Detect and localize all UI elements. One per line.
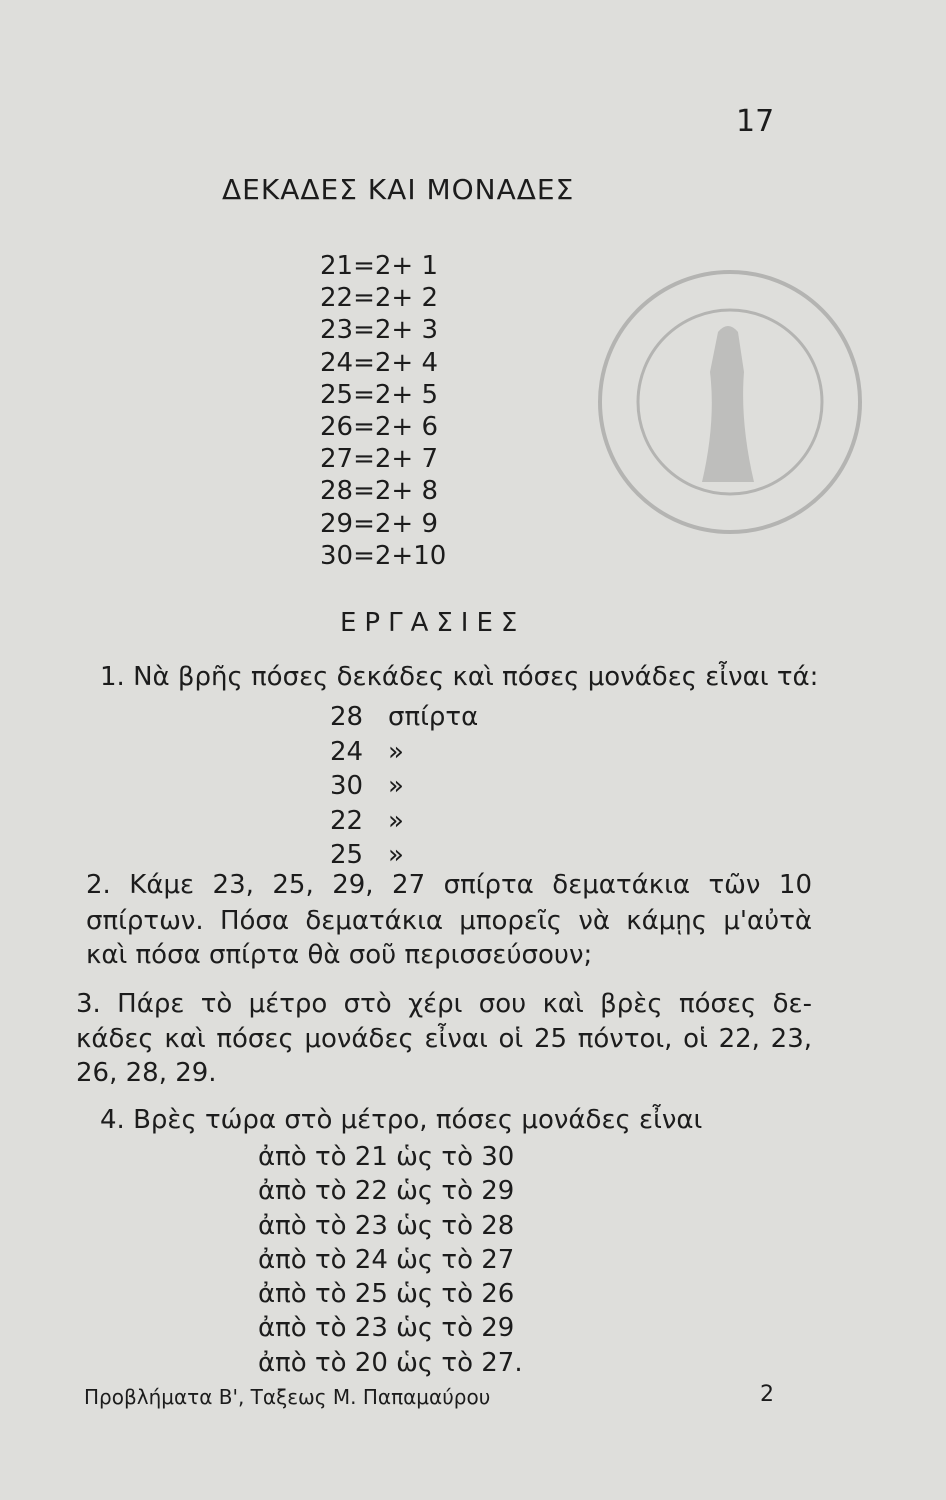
item-qty: 22 xyxy=(330,805,364,836)
equation-line: 23=2+ 3 xyxy=(320,315,439,346)
equation-list xyxy=(320,250,446,572)
exercise-1-text: 1. Νὰ βρῆς πόσες δεκάδες καὶ πόσες μονάδες εἶναι τά: xyxy=(100,662,819,692)
list-item xyxy=(330,804,478,839)
list-item xyxy=(330,735,478,770)
equation-line: 25=2+ 5 xyxy=(320,379,439,410)
section-title: ΔΕΚΑΔΕΣ ΚΑΙ ΜΟΝΑΔΕΣ xyxy=(222,173,575,206)
list-item: ἀπὸ τὸ 20 ὡς τὸ 27. xyxy=(258,1347,523,1378)
exercise-3-line: 3. Πάρε τὸ μέτρο στὸ χέρι σου καὶ βρὲς πόσες δε- xyxy=(76,989,812,1019)
list-item xyxy=(330,700,478,735)
equation-line: 22=2+ 2 xyxy=(320,283,439,314)
item-unit: » xyxy=(388,771,404,801)
equation-line: 27=2+ 7 xyxy=(320,444,439,475)
item-qty: 30 xyxy=(330,771,364,801)
list-item xyxy=(330,769,478,804)
library-stamp xyxy=(590,262,870,542)
list-item: ἀπὸ τὸ 22 ὡς τὸ 29 xyxy=(258,1176,515,1207)
exercise-3-line: 26, 28, 29. xyxy=(76,1058,217,1088)
item-unit: » xyxy=(388,840,404,870)
list-item: ἀπὸ τὸ 23 ὡς τὸ 28 xyxy=(258,1210,515,1241)
equation-line: 30=2+10 xyxy=(320,540,447,571)
list-item: ἀπὸ τὸ 23 ὡς τὸ 29 xyxy=(258,1313,515,1344)
exercise-2-line: σπίρτων. Πόσα δεματάκια μπορεῖς νὰ κάμῃς μ'αὐτὰ xyxy=(86,906,812,936)
exercise-2-line: 2. Κάμε 23, 25, 29, 27 σπίρτα δεματάκια τῶν 10 xyxy=(86,870,812,900)
equation-line: 29=2+ 9 xyxy=(320,508,439,539)
footer-book-title: Προβλήματα Β', Ταξεως Μ. Παπαμαύρου xyxy=(84,1385,491,1409)
equation-line: 28=2+ 8 xyxy=(320,476,439,507)
equation-line: 21=2+ 1 xyxy=(320,251,439,281)
list-item: ἀπὸ τὸ 25 ὡς τὸ 26 xyxy=(258,1279,515,1310)
list-item: ἀπὸ τὸ 24 ὡς τὸ 27 xyxy=(258,1244,515,1275)
item-qty: 25 xyxy=(330,840,364,870)
equation-line: 24=2+ 4 xyxy=(320,347,439,378)
exercise-4-list xyxy=(258,1140,523,1380)
footer-signature-number: 2 xyxy=(760,1382,774,1407)
item-unit: » xyxy=(388,736,404,767)
list-item: ἀπὸ τὸ 21 ὡς τὸ 30 xyxy=(258,1142,515,1172)
exercises-title: ΕΡΓΑΣΙΕΣ xyxy=(340,608,526,638)
equation-line: 26=2+ 6 xyxy=(320,411,439,442)
exercise-3-line: κάδες καὶ πόσες μονάδες εἶναι οἱ 25 πόντοι, οἱ 22, 23, xyxy=(76,1024,812,1054)
item-qty: 24 xyxy=(330,736,364,767)
exercise-1-list xyxy=(330,700,478,873)
exercise-2-line: καὶ πόσα σπίρτα θὰ σοῦ περισσεύσουν; xyxy=(86,940,593,970)
list-item xyxy=(330,838,478,873)
page-number: 17 xyxy=(736,104,775,139)
exercise-4-text: 4. Βρὲς τώρα στὸ μέτρο, πόσες μονάδες εἶναι xyxy=(100,1105,703,1135)
item-qty: 28 xyxy=(330,702,364,732)
item-unit: σπίρτα xyxy=(388,702,479,732)
item-unit: » xyxy=(388,805,404,836)
